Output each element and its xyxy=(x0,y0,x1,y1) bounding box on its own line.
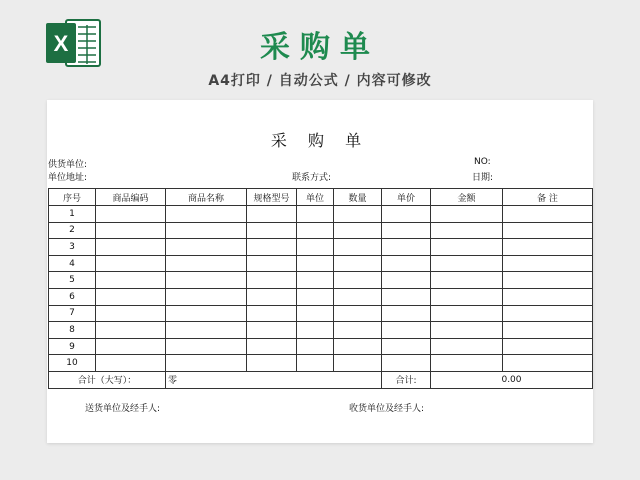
table-header xyxy=(49,189,593,206)
col-header: 规格型号 xyxy=(247,189,297,206)
table-cell[interactable] xyxy=(431,239,503,256)
col-header: 数量 xyxy=(334,189,382,206)
table-cell[interactable] xyxy=(334,206,382,223)
table-cell[interactable] xyxy=(247,272,297,289)
table-cell[interactable] xyxy=(166,305,247,322)
purchase-order-sheet xyxy=(47,100,593,443)
table-cell[interactable] xyxy=(166,239,247,256)
table-cell[interactable] xyxy=(247,288,297,305)
table-cell[interactable] xyxy=(166,355,247,372)
table-cell[interactable] xyxy=(96,305,166,322)
order-number-label: NO: xyxy=(474,157,491,167)
table-cell[interactable] xyxy=(297,255,334,272)
table-cell[interactable] xyxy=(503,305,593,322)
table-cell[interactable] xyxy=(297,206,334,223)
table-cell[interactable] xyxy=(503,272,593,289)
table-cell[interactable] xyxy=(96,206,166,223)
table-cell[interactable] xyxy=(382,322,431,339)
table-cell[interactable] xyxy=(297,305,334,322)
table-cell[interactable] xyxy=(431,338,503,355)
table-cell[interactable] xyxy=(247,255,297,272)
table-cell[interactable] xyxy=(503,338,593,355)
order-table xyxy=(48,188,593,389)
table-cell[interactable] xyxy=(503,239,593,256)
table-row xyxy=(49,355,593,372)
col-header: 金额 xyxy=(431,189,503,206)
table-row xyxy=(49,255,593,272)
table-cell[interactable] xyxy=(96,222,166,239)
total-words-value[interactable]: 零 xyxy=(166,371,382,388)
hero-subtitle: A4打印 / 自动公式 / 内容可修改 xyxy=(208,73,432,89)
table-cell[interactable] xyxy=(96,255,166,272)
hero-title: 采购单 xyxy=(260,30,380,65)
supplier-label: 供货单位: xyxy=(48,160,88,170)
table-row xyxy=(49,338,593,355)
table-cell[interactable] xyxy=(431,206,503,223)
address-label: 单位地址: xyxy=(48,173,88,183)
table-cell[interactable] xyxy=(297,338,334,355)
table-cell[interactable] xyxy=(382,206,431,223)
table-cell[interactable] xyxy=(96,322,166,339)
table-cell[interactable] xyxy=(166,288,247,305)
table-row xyxy=(49,288,593,305)
table-cell[interactable] xyxy=(334,239,382,256)
table-cell[interactable] xyxy=(334,288,382,305)
table-cell[interactable] xyxy=(297,355,334,372)
table-cell[interactable] xyxy=(247,322,297,339)
table-cell[interactable] xyxy=(503,355,593,372)
table-cell[interactable] xyxy=(297,322,334,339)
table-cell[interactable] xyxy=(431,255,503,272)
sum-value[interactable]: 0.00 xyxy=(431,371,593,388)
row-number: 10 xyxy=(49,355,96,372)
table-cell[interactable] xyxy=(247,239,297,256)
row-number: 3 xyxy=(49,239,96,256)
table-cell[interactable] xyxy=(166,206,247,223)
table-cell[interactable] xyxy=(382,272,431,289)
table-cell[interactable] xyxy=(382,305,431,322)
row-number: 4 xyxy=(49,255,96,272)
table-cell[interactable] xyxy=(247,222,297,239)
table-cell[interactable] xyxy=(166,255,247,272)
table-cell[interactable] xyxy=(431,305,503,322)
table-row xyxy=(49,322,593,339)
table-cell[interactable] xyxy=(334,322,382,339)
table-cell[interactable] xyxy=(431,322,503,339)
table-cell[interactable] xyxy=(297,239,334,256)
table-cell[interactable] xyxy=(431,355,503,372)
svg-text:X: X xyxy=(53,31,69,56)
table-cell[interactable] xyxy=(166,272,247,289)
table-cell[interactable] xyxy=(166,338,247,355)
document-title: 采 购 单 xyxy=(270,131,370,150)
table-cell[interactable] xyxy=(297,222,334,239)
date-label: 日期: xyxy=(472,173,494,183)
table-cell[interactable] xyxy=(431,272,503,289)
table-cell[interactable] xyxy=(503,206,593,223)
table-row xyxy=(49,305,593,322)
table-cell[interactable] xyxy=(431,222,503,239)
table-cell[interactable] xyxy=(96,272,166,289)
table-cell[interactable] xyxy=(334,338,382,355)
table-cell[interactable] xyxy=(166,322,247,339)
row-number: 1 xyxy=(49,206,96,223)
contact-label: 联系方式: xyxy=(292,173,332,183)
table-cell[interactable] xyxy=(96,338,166,355)
table-cell[interactable] xyxy=(247,338,297,355)
row-number: 8 xyxy=(49,322,96,339)
table-cell[interactable] xyxy=(297,272,334,289)
table-row xyxy=(49,222,593,239)
total-row xyxy=(49,371,593,388)
table-cell[interactable] xyxy=(334,355,382,372)
table-cell[interactable] xyxy=(247,305,297,322)
table-cell[interactable] xyxy=(503,322,593,339)
table-cell[interactable] xyxy=(334,272,382,289)
col-header: 单位 xyxy=(297,189,334,206)
col-header: 备 注 xyxy=(503,189,593,206)
table-cell[interactable] xyxy=(382,355,431,372)
row-number: 9 xyxy=(49,338,96,355)
table-cell[interactable] xyxy=(503,255,593,272)
col-header: 商品编码 xyxy=(96,189,166,206)
table-cell[interactable] xyxy=(96,355,166,372)
sender-signature-label: 送货单位及经手人: xyxy=(85,404,161,414)
total-words-label: 合计（大写）： xyxy=(49,371,166,388)
row-number: 5 xyxy=(49,272,96,289)
col-header: 商品名称 xyxy=(166,189,247,206)
table-cell[interactable] xyxy=(96,239,166,256)
sum-label: 合计: xyxy=(382,371,431,388)
table-row xyxy=(49,272,593,289)
table-cell[interactable] xyxy=(382,255,431,272)
table-cell[interactable] xyxy=(247,355,297,372)
table-cell[interactable] xyxy=(503,222,593,239)
table-cell[interactable] xyxy=(382,338,431,355)
table-cell[interactable] xyxy=(382,222,431,239)
table-cell[interactable] xyxy=(334,222,382,239)
table-cell[interactable] xyxy=(382,288,431,305)
table-row xyxy=(49,239,593,256)
col-header: 序号 xyxy=(49,189,96,206)
row-number: 6 xyxy=(49,288,96,305)
table-cell[interactable] xyxy=(297,288,334,305)
table-cell[interactable] xyxy=(503,288,593,305)
table-cell[interactable] xyxy=(166,222,247,239)
col-header: 单价 xyxy=(382,189,431,206)
table-cell[interactable] xyxy=(382,239,431,256)
table-cell[interactable] xyxy=(334,305,382,322)
table-cell[interactable] xyxy=(247,206,297,223)
row-number: 2 xyxy=(49,222,96,239)
table-cell[interactable] xyxy=(334,255,382,272)
table-cell[interactable] xyxy=(431,288,503,305)
table-cell[interactable] xyxy=(96,288,166,305)
receiver-signature-label: 收货单位及经手人: xyxy=(349,404,425,414)
table-row xyxy=(49,206,593,223)
row-number: 7 xyxy=(49,305,96,322)
